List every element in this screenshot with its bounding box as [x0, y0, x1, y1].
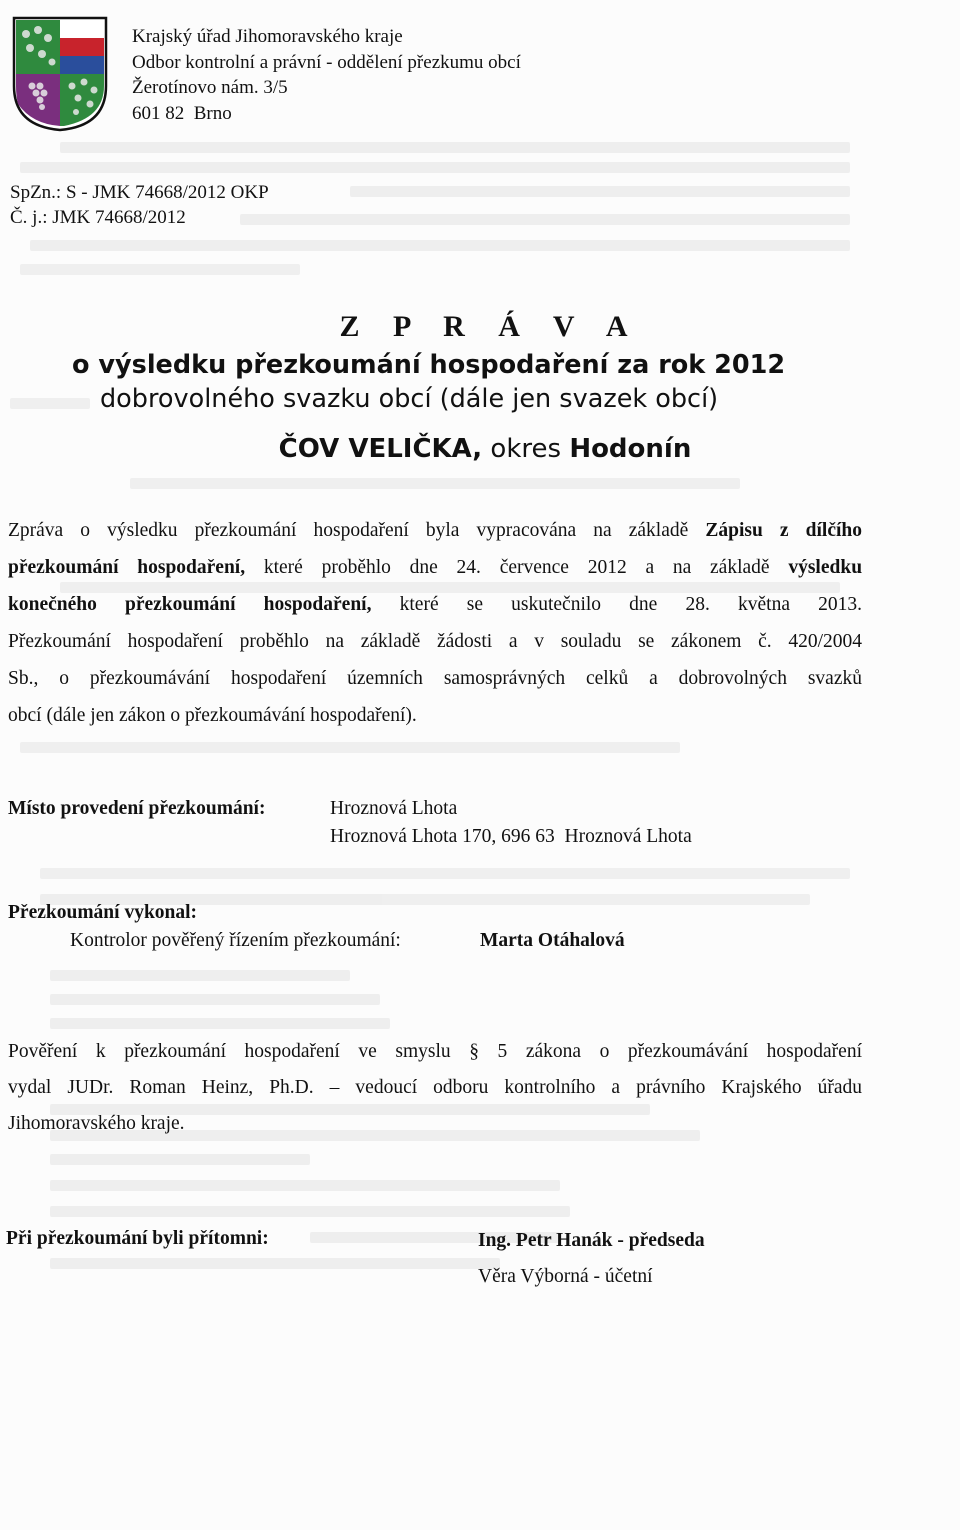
intro-text: které proběhlo dne 24. července 2012 a na základě — [263, 557, 770, 578]
place-address: Hroznová Lhota 170, 696 63 Hroznová Lhota — [330, 826, 692, 847]
place-name: Hroznová Lhota — [330, 798, 458, 819]
authorization-line: vydal JUDr. Roman Heinz, Ph.D. – vedoucí odboru kontrolního a právního Krajského úřadu — [8, 1077, 862, 1098]
office-street: Žerotínovo nám. 3/5 — [132, 77, 288, 98]
office-address — [132, 24, 521, 126]
intro-emphasis: přezkoumání hospodaření, — [8, 557, 246, 578]
inspector-name: Marta Otáhalová — [480, 930, 625, 951]
office-name: Krajský úřad Jihomoravského kraje — [132, 26, 403, 47]
file-reference: SpZn.: S - JMK 74668/2012 OKP — [10, 182, 269, 203]
intro-paragraph — [8, 512, 862, 734]
report-title-line1: o výsledku přezkoumání hospodaření za rok 2012 — [72, 350, 786, 380]
district-label: okres — [490, 434, 562, 464]
executed-label: Přezkoumání vykonal: — [8, 902, 198, 923]
report-title-line2: dobrovolného svazku obcí (dále jen svazek obcí) — [100, 384, 719, 414]
department-name: Odbor kontrolní a právní - oddělení přezkumu obcí — [132, 51, 521, 73]
office-city: 601 82 Brno — [132, 102, 232, 124]
report-heading: Z P R Á V A — [339, 310, 641, 343]
present-label: Při přezkoumání byli přítomni: — [6, 1228, 269, 1249]
reference-numbers — [10, 180, 269, 230]
present-person-2: Věra Výborná - účetní — [478, 1266, 653, 1287]
intro-text: které se uskutečnilo dne 28. května 2013. — [399, 594, 862, 615]
intro-line: obcí (dále jen zákon o přezkoumávání hospodaření). — [8, 705, 417, 726]
place-label: Místo provedení přezkoumání: — [8, 798, 266, 819]
inspector-role: Kontrolor pověřený řízením přezkoumání: — [70, 930, 401, 951]
entity-name: ČOV VELIČKA, — [278, 434, 483, 464]
intro-line: Přezkoumání hospodaření proběhlo na základě žádosti a v souladu se zákonem č. 420/2004 — [8, 631, 862, 652]
authorization-paragraph — [8, 1034, 862, 1142]
intro-line: Sb., o přezkoumávání hospodaření územních samosprávných celků a dobrovolných svazků — [8, 668, 862, 689]
intro-emphasis: Zápisu z dílčího — [705, 520, 862, 541]
authorization-line: Pověření k přezkoumání hospodaření ve smyslu § 5 zákona o přezkoumávání hospodaření — [8, 1041, 862, 1062]
entity-line — [0, 434, 960, 464]
intro-emphasis: konečného přezkoumání hospodaření, — [8, 594, 372, 615]
authorization-line: Jihomoravského kraje. — [8, 1113, 185, 1134]
intro-line — [8, 512, 862, 549]
case-number: Č. j.: JMK 74668/2012 — [10, 207, 186, 228]
intro-text: Zpráva o výsledku přezkoumání hospodaření byla vypracována na základě — [8, 520, 689, 541]
coat-of-arms-logo — [12, 16, 108, 132]
present-person-1: Ing. Petr Hanák - předseda — [478, 1230, 705, 1251]
intro-emphasis: výsledku — [788, 557, 863, 578]
intro-line — [8, 586, 862, 623]
intro-line — [8, 549, 862, 586]
district-name: Hodonín — [569, 434, 692, 464]
